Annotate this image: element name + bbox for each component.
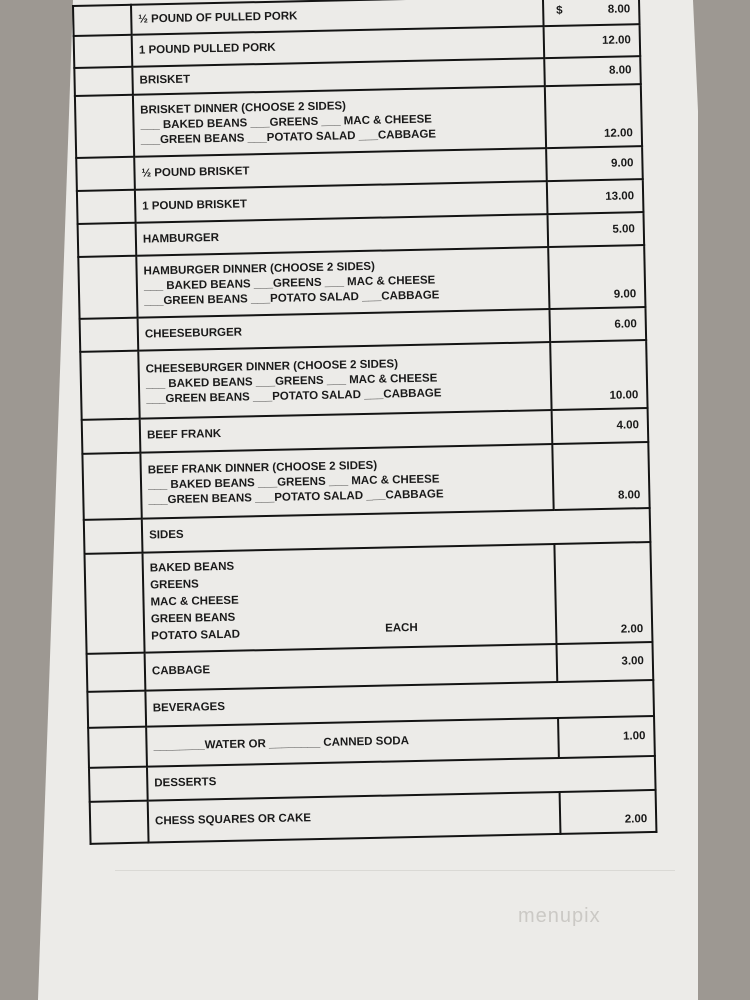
item-price: 3.00 bbox=[621, 655, 644, 668]
side-name: GREENS bbox=[150, 577, 199, 591]
table-row bbox=[84, 542, 652, 654]
side-options-line: ___GREEN BEANS ___POTATO SALAD ___CABBAGE bbox=[140, 127, 437, 147]
side-options-line: ___GREEN BEANS ___POTATO SALAD ___CABBAGE bbox=[146, 386, 442, 406]
item-name: CHEESEBURGER bbox=[144, 326, 243, 341]
side-name: MAC & CHEESE bbox=[150, 594, 239, 608]
item-name: HAMBURGER bbox=[142, 231, 220, 246]
item-name: HAMBURGER DINNER (CHOOSE 2 SIDES) bbox=[143, 260, 375, 278]
item-name: BEEF FRANK DINNER (CHOOSE 2 SIDES) bbox=[147, 459, 378, 477]
side-options-line: ___ BAKED BEANS ___GREENS ___ MAC & CHEESE bbox=[145, 371, 438, 391]
currency-symbol: $ bbox=[556, 4, 563, 17]
item-price: 2.00 bbox=[624, 813, 648, 826]
item-price: 6.00 bbox=[614, 317, 637, 331]
item-name: BRISKET bbox=[139, 73, 191, 87]
beverages-header: BEVERAGES bbox=[152, 700, 226, 715]
each-label: EACH bbox=[385, 621, 418, 635]
item-name: CHESS SQUARES OR CAKE bbox=[154, 812, 312, 828]
item-price: 12.00 bbox=[603, 127, 633, 140]
item-price: 2.00 bbox=[620, 623, 644, 636]
beverage-options: ________WATER OR ________ CANNED SODA bbox=[153, 735, 410, 753]
item-price: 12.00 bbox=[601, 34, 631, 47]
side-name: GREEN BEANS bbox=[150, 611, 236, 625]
item-price: 4.00 bbox=[616, 419, 640, 432]
side-options-line: ___GREEN BEANS ___POTATO SALAD ___CABBAGE bbox=[148, 487, 444, 507]
side-options-line: ___ BAKED BEANS ___GREENS ___ MAC & CHEESE bbox=[140, 112, 433, 132]
side-options-line: ___GREEN BEANS ___POTATO SALAD ___CABBAGE bbox=[144, 288, 440, 308]
item-price: 1.00 bbox=[622, 730, 646, 743]
sides-header: SIDES bbox=[149, 528, 184, 542]
item-price: 13.00 bbox=[605, 189, 635, 203]
item-name: 1 POUND BRISKET bbox=[142, 197, 248, 213]
side-options-line: ___ BAKED BEANS ___GREENS ___ MAC & CHEESE bbox=[147, 472, 440, 492]
side-name: BAKED BEANS bbox=[149, 560, 235, 574]
item-name: BEEF FRANK bbox=[146, 427, 222, 442]
menu-table bbox=[72, 0, 657, 845]
item-price: 9.00 bbox=[610, 156, 634, 170]
item-price: 8.00 bbox=[608, 64, 632, 77]
item-price: 5.00 bbox=[612, 222, 635, 236]
item-price: 8.00 bbox=[607, 3, 631, 16]
item-name: CABBAGE bbox=[151, 664, 211, 678]
item-name: BRISKET DINNER (CHOOSE 2 SIDES) bbox=[140, 99, 347, 117]
item-price: 8.00 bbox=[617, 489, 641, 502]
item-name: CHEESEBURGER DINNER (CHOOSE 2 SIDES) bbox=[145, 357, 399, 376]
item-price: 9.00 bbox=[613, 288, 637, 301]
item-price: 10.00 bbox=[609, 389, 639, 402]
watermark: menupix bbox=[518, 905, 601, 927]
item-name: ½ POUND OF PULLED PORK bbox=[138, 10, 298, 26]
item-name: ½ POUND BRISKET bbox=[141, 164, 250, 180]
side-options-line: ___ BAKED BEANS ___GREENS ___ MAC & CHEESE bbox=[143, 273, 436, 293]
side-name: POTATO SALAD bbox=[151, 628, 241, 642]
table-row bbox=[80, 340, 647, 420]
item-name: 1 POUND PULLED PORK bbox=[138, 41, 276, 57]
table-row bbox=[82, 442, 649, 520]
desserts-header: DESSERTS bbox=[154, 776, 217, 790]
